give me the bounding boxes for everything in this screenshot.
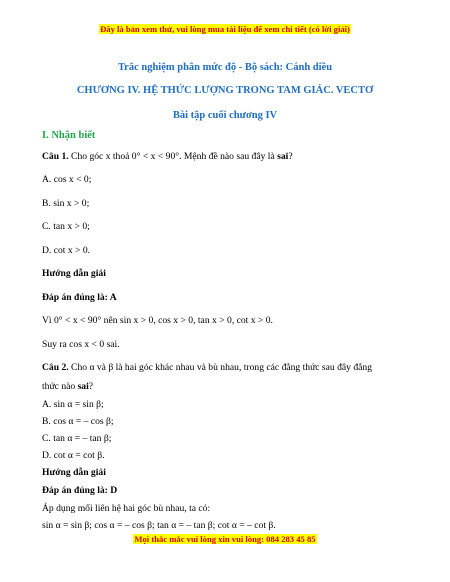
question-1-option-c: C. tan x > 0; [42, 221, 90, 232]
section-heading: I. Nhận biết [42, 130, 96, 141]
question-1-guide: Hướng dẫn giải [42, 268, 106, 279]
book-subtitle: Trắc nghiệm phân mức độ - Bộ sách: Cánh diều [117, 62, 333, 73]
question-1-option-a: A. cos x < 0; [42, 174, 92, 185]
question-2-guide: Hướng dẫn giải [42, 467, 106, 478]
question-2-option-b: B. cos α = – cos β; [42, 416, 114, 427]
preview-banner: Đây là bản xem thử, vui lòng mua tài liệu để xem chi tiết (có lời giải) [100, 24, 350, 34]
question-2: Câu 2. Cho α và β là hai góc khác nhau và bù nhau, trong các đẳng thức sau đây đẳng [42, 362, 373, 373]
question-2-option-a: A. sin α = sin β; [42, 399, 104, 410]
question-1-solution-2: Suy ra cos x < 0 sai. [42, 339, 120, 350]
question-1-option-d: D. cot x > 0. [42, 245, 91, 256]
question-2-option-c: C. tan α = – tan β; [42, 433, 112, 444]
question-2-option-d: D. cot α = cot β. [42, 450, 105, 461]
question-2-answer: Đáp án đúng là: D [42, 485, 118, 496]
question-1-answer: Đáp án đúng là: A [42, 292, 117, 303]
question-1-label: Câu 1. [42, 151, 69, 162]
lesson-title: Bài tập cuối chương IV [172, 110, 278, 121]
question-2-label: Câu 2. [42, 362, 69, 373]
question-2-solution-2: sin α = sin β; cos α = – cos β; tan α = – tan β; cot α = – cot β. [42, 520, 276, 531]
question-2-continued: thức nào sai? [42, 381, 94, 392]
chapter-title: CHƯƠNG IV. HỆ THỨC LƯỢNG TRONG TAM GIÁC. VECTƠ [76, 85, 374, 96]
question-1-option-b: B. sin x > 0; [42, 198, 90, 209]
contact-footer: Mọi thắc mắc vui lòng xin vui lòng: 084 283 45 85 [134, 534, 316, 544]
question-2-solution-1: Áp dụng mối liên hệ hai góc bù nhau, ta có: [42, 503, 211, 514]
question-1-solution-1: Vì 0° < x < 90° nên sin x > 0, cos x > 0, tan x > 0, cot x > 0. [42, 315, 273, 326]
question-1: Câu 1. Cho góc x thoả 0° < x < 90°. Mệnh đề nào sau đây là sai? [42, 151, 293, 162]
